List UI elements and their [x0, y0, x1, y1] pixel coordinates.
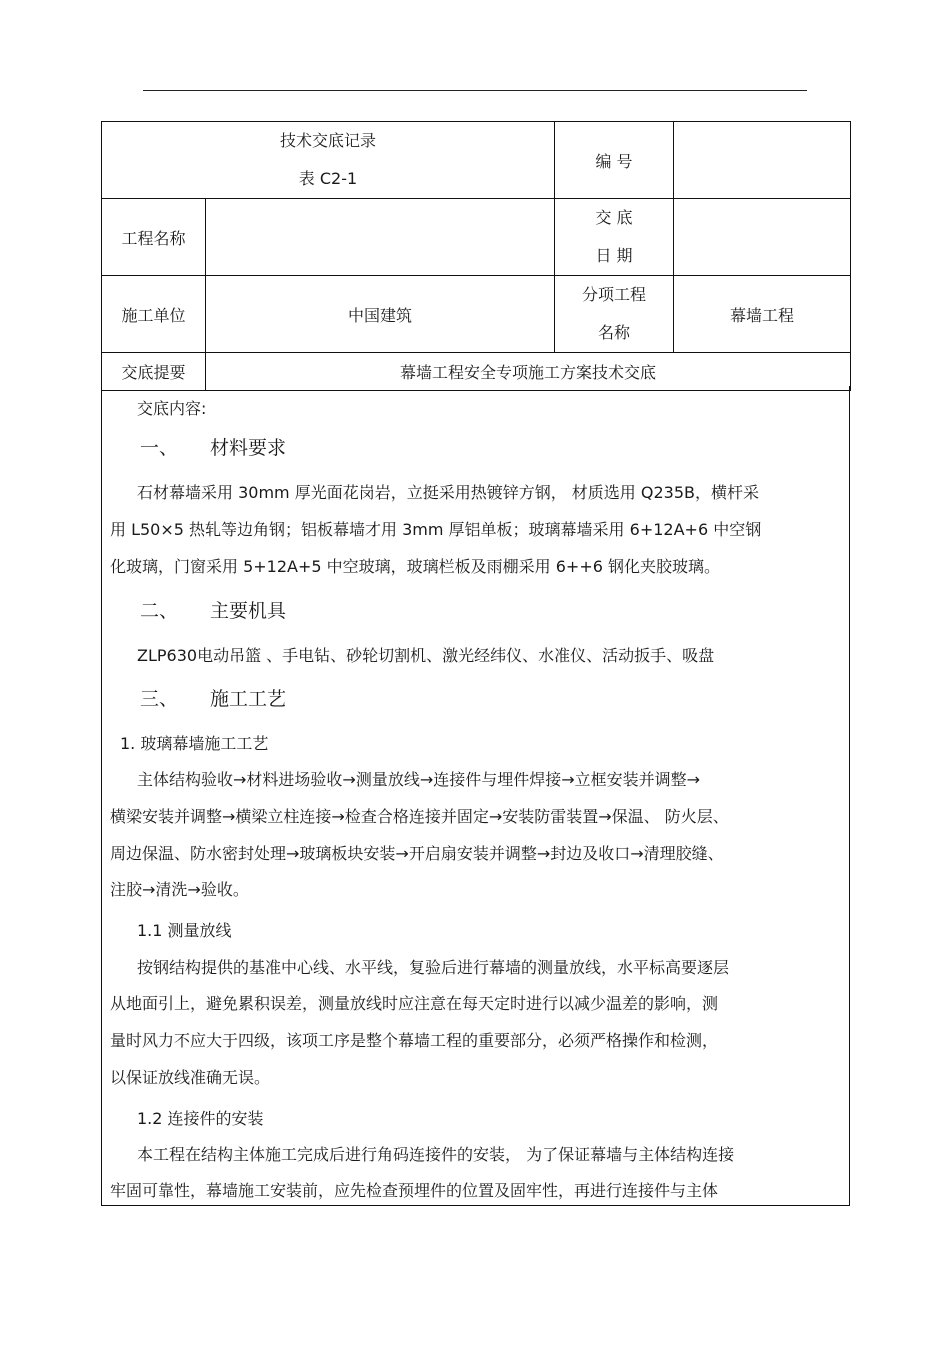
section-2-line-1: ZLP630电动吊篮 、手电钻、砂轮切割机、激光经纬仪、水准仪、活动扳手、吸盘	[137, 646, 715, 665]
date-label-cell	[555, 199, 674, 276]
section-3-number: 三、	[140, 688, 179, 710]
content-area	[101, 386, 850, 1206]
subsection-1-1-line-1: 按钢结构提供的基准中心线、水平线，复验后进行幕墙的测量放线，水平标高要逐层	[137, 958, 730, 977]
subsection-1-line-4: 注胶→清洗→验收。	[110, 880, 249, 899]
section-2-number: 二、	[140, 600, 179, 622]
code-label: 编 号	[555, 122, 674, 199]
subproject-label-cell	[555, 276, 674, 353]
form-title: 技术交底记录	[280, 131, 377, 150]
record-form-table	[101, 121, 851, 391]
content-intro: 交底内容:	[137, 399, 207, 418]
construction-unit-label: 施工单位	[102, 276, 206, 353]
subsection-1-1-line-3: 量时风力不应大于四级，该项工序是整个幕墙工程的重要部分，必须严格操作和检测，	[110, 1031, 719, 1050]
header-rule	[143, 90, 807, 91]
subsection-1-line-2: 横梁安装并调整→横梁立柱连接→检查合格连接并固定→安装防雷装置→保温、 防火层、	[110, 807, 729, 826]
summary-value: 幕墙工程安全专项施工方案技术交底	[206, 353, 851, 391]
date-label-line1: 交 底	[595, 208, 633, 227]
section-2-title: 主要机具	[210, 600, 287, 622]
subsection-1-line-1: 主体结构验收→材料进场验收→测量放线→连接件与埋件焊接→立框安装并调整→	[137, 770, 701, 789]
section-3-title: 施工工艺	[210, 688, 287, 710]
subproject-value: 幕墙工程	[674, 276, 851, 353]
subsection-1-2-title: 1.2 连接件的安装	[137, 1109, 264, 1128]
subsection-1-1-line-4: 以保证放线准确无误。	[110, 1068, 271, 1087]
subsection-1-title: 1. 玻璃幕墙施工工艺	[120, 734, 269, 753]
subsection-1-line-3: 周边保温、防水密封处理→玻璃板块安装→开启扇安装并调整→封边及收口→清理胶缝、	[110, 844, 724, 863]
section-1-line-1: 石材幕墙采用 30mm 厚光面花岗岩，立挺采用热镀锌方钢， 材质选用 Q235B，横杆采	[137, 483, 759, 502]
subsection-1-1-title: 1.1 测量放线	[137, 921, 232, 940]
project-name-value	[206, 199, 555, 276]
subproject-label-line2: 名称	[598, 323, 631, 342]
subsection-1-1-line-2: 从地面引上，避免累积误差，测量放线时应注意在每天定时进行以减少温差的影响，测	[110, 994, 719, 1013]
summary-label: 交底提要	[102, 353, 206, 391]
date-label-line2: 日 期	[595, 246, 633, 265]
form-number: 表 C2-1	[298, 169, 358, 188]
subsection-1-2-line-2: 牢固可靠性，幕墙施工安装前，应先检查预埋件的位置及固牢性，再进行连接件与主体	[110, 1181, 719, 1200]
code-value	[674, 122, 851, 199]
section-1-number: 一、	[140, 437, 179, 459]
section-1-line-3: 化玻璃，门窗采用 5+12A+5 中空玻璃，玻璃栏板及雨棚采用 6++6 钢化夹胶玻璃。	[110, 557, 720, 576]
subproject-label-line1: 分项工程	[582, 285, 647, 304]
project-name-label: 工程名称	[102, 199, 206, 276]
section-1-line-2: 用 L50×5 热轧等边角钢；铝板幕墙才用 3mm 厚铝单板；玻璃幕墙采用 6+12A+6 中空钢	[110, 520, 762, 539]
construction-unit-value: 中国建筑	[206, 276, 555, 353]
section-1-title: 材料要求	[210, 437, 287, 459]
form-title-cell	[102, 122, 555, 199]
subsection-1-2-line-1: 本工程在结构主体施工完成后进行角码连接件的安装， 为了保证幕墙与主体结构连接	[137, 1145, 735, 1164]
date-value	[674, 199, 851, 276]
